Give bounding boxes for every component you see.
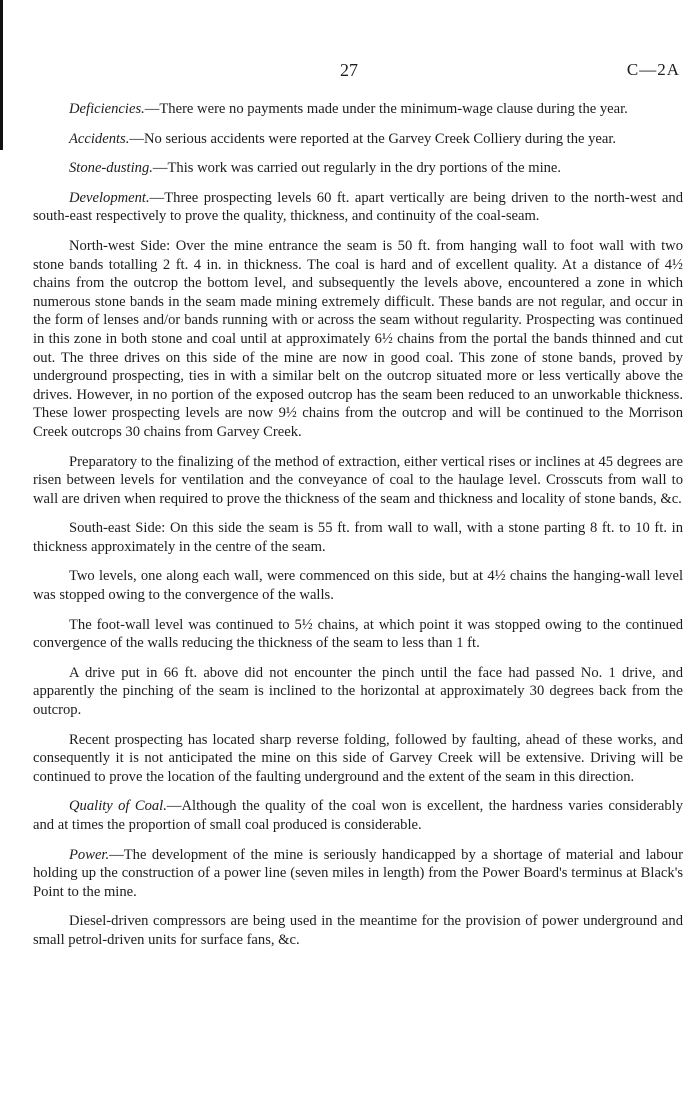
paragraph-text: Diesel-driven compressors are being used in the meantime for the provision of power underground and small petrol-driven units for surface fans, &c. — [33, 913, 683, 948]
paragraph-recent-prospecting — [33, 731, 683, 787]
paragraph-text: —Three prospecting levels 60 ft. apart vertically are being driven to the north-west and south-east respectively to prove the quality, thickness, and continuity of the coal-seam. — [33, 189, 683, 225]
paragraph-lead: Power. — [69, 846, 110, 863]
paragraph-accidents — [33, 130, 683, 149]
paragraph-text: North-west Side: Over the mine entrance the seam is 50 ft. from hanging wall to foot wall with two stone bands totalling 2 ft. 4 in. in thickness. The coal is hard and of excellent quality. At a distance of 4½ chains from the outcrop the bottom level, and subsequently the levels above, encountered a zone in which numerous stone bands in the seam made mining extremely difficult. These bands are not regular, and occur in the form of lenses and/or bands running with or across the seam without regularity. Prospecting was continued in this zone in both stone and coal until at approximately 6½ chains from the portal the bands thinned and cut out. The three drives on this side of the mine are now in good coal. This zone of stone bands, proved by underground prospecting, ties in with a similar belt on the outcrop situated more or less vertically above the drives. However, in no portion of the exposed outcrop has the seam been reduced to an unworkable thickness. These lower prospecting levels are now 9½ chains from the outcrop and will be continued to the Morrison Creek outcrops 30 chains from Garvey Creek. — [33, 237, 683, 440]
page-number: 27 — [340, 60, 358, 80]
document-reference: C—2A — [626, 60, 680, 79]
paragraph-text: A drive put in 66 ft. above did not encounter the pinch until the face had passed No. 1 drive, and apparently the pinching of the seam is inclined to the horizontal at approximately 30 degrees back from the outcrop. — [33, 664, 683, 719]
paragraph-diesel-compressors — [33, 912, 683, 949]
paragraph-two-levels — [33, 567, 683, 604]
paragraph-lead: Accidents. — [69, 130, 130, 147]
paragraph-text: —No serious accidents were reported at the Garvey Creek Colliery during the year. — [129, 130, 617, 147]
paragraph-drive — [33, 664, 683, 720]
paragraph-text: The foot-wall level was continued to 5½ chains, at which point it was stopped owing to the continued convergence of the walls reducing the thickness of the seam to less than 1 ft. — [33, 616, 683, 652]
paragraph-foot-wall-level — [33, 616, 683, 653]
paragraph-north-west-side — [33, 237, 683, 442]
paragraph-quality-of-coal — [33, 797, 683, 834]
paragraph-text: —This work was carried out regularly in the dry portions of the mine. — [152, 160, 562, 177]
body-text — [33, 100, 683, 961]
paragraph-stone-dusting — [33, 159, 683, 178]
paragraph-power — [33, 846, 683, 902]
paragraph-development — [33, 189, 683, 226]
paragraph-lead: Quality of Coal. — [69, 798, 167, 815]
paragraph-deficiencies — [33, 100, 683, 119]
paragraph-lead: Development. — [69, 189, 150, 206]
paragraph-south-east-side — [33, 519, 683, 556]
paragraph-text: South-east Side: On this side the seam is 55 ft. from wall to wall, with a stone parting 8 ft. to 10 ft. in thickness approximately in the centre of the seam. — [33, 520, 683, 555]
paragraph-text: —Although the quality of the coal won is excellent, the hardness varies considerably and at times the proportion of small coal produced is considerable. — [33, 798, 683, 833]
paragraph-lead: Stone-dusting. — [69, 160, 153, 177]
paragraph-text: —There were no payments made under the minimum-wage clause during the year. — [144, 101, 628, 117]
page-header — [0, 60, 700, 84]
paragraph-text: —The development of the mine is seriously handicapped by a shortage of material and labour holding up the construction of a power line (seven miles in length) from the Power Board's terminus at Black's Point to the mine. — [33, 846, 683, 900]
paragraph-preparatory — [33, 453, 683, 509]
paragraph-text: Preparatory to the finalizing of the method of extraction, either vertical rises or inclines at 45 degrees are risen between levels for ventilation and the conveyance of coal to the haulage level. Crosscuts from wall to wall are driven when required to prove the thickness of the seam and thickness and locality of stone bands, &c. — [33, 453, 683, 507]
paragraph-text: Two levels, one along each wall, were commenced on this side, but at 4½ chains the hanging-wall level was stopped owing to the convergence of the walls. — [33, 568, 683, 604]
paragraph-text: Recent prospecting has located sharp reverse folding, followed by faulting, ahead of these works, and consequently it is not anticipated the mine on this side of Garvey Creek will be extensive. Driving will be continued to prove the location of the faulting underground and the extent of the seam in this direction. — [33, 731, 683, 785]
paragraph-lead: Deficiencies. — [69, 101, 145, 117]
